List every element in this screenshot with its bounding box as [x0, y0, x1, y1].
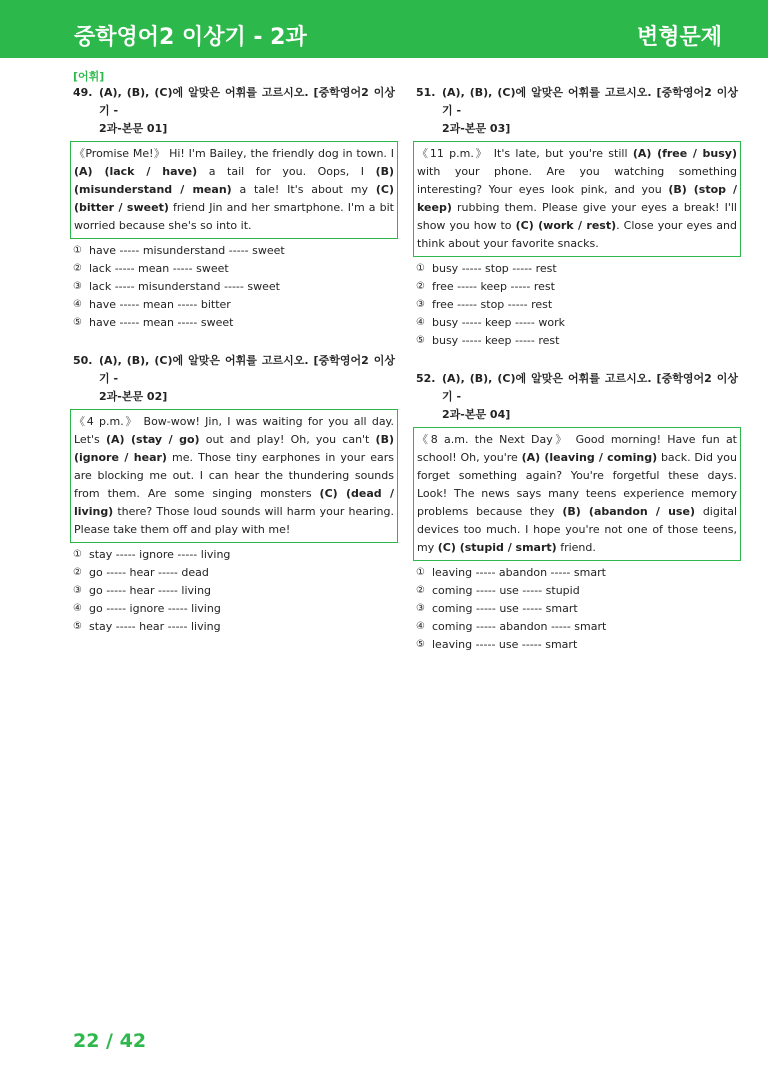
- passage-text: me. Those tiny earphones in your ears are blocking me out. I can hear the thundering sounds from them. Are some singing monsters: [74, 451, 394, 500]
- header-title: 중학영어2 이상기 - 2과: [74, 25, 307, 50]
- choice-text: go ----- hear ----- living: [89, 584, 212, 597]
- answer-choice[interactable]: [416, 600, 738, 618]
- choice-marker: ⑤: [416, 639, 425, 650]
- choice-marker: ③: [416, 299, 425, 310]
- choice-marker: ⑤: [73, 317, 82, 328]
- page-number: 22 / 42: [73, 1030, 147, 1052]
- answer-choice[interactable]: [416, 618, 738, 636]
- question-header: [416, 84, 738, 138]
- answer-choice[interactable]: [416, 636, 738, 654]
- passage-text: 《11 p.m.》 It's late, but you're still: [417, 147, 633, 160]
- question-source-tag: 2과-본문 02]: [99, 390, 168, 403]
- choice-marker: ④: [73, 603, 82, 614]
- passage-text: friend.: [556, 541, 596, 554]
- choice-text: stay ----- ignore ----- living: [89, 548, 231, 561]
- answer-choices: [73, 546, 395, 636]
- choice-text: free ----- stop ----- rest: [432, 298, 553, 311]
- question-51: [416, 84, 738, 350]
- answer-choice[interactable]: [73, 600, 395, 618]
- answer-choice[interactable]: [73, 564, 395, 582]
- choice-marker: ①: [416, 567, 425, 578]
- question-number: 49.: [73, 86, 93, 99]
- passage-text: back. Did you forget something again? You're forgetful these days. Look! The news says many teens experience memory problems because they: [417, 451, 737, 518]
- choice-text: busy ----- stop ----- rest: [432, 262, 557, 275]
- choice-marker: ⑤: [416, 335, 425, 346]
- choice-marker: ⑤: [73, 621, 82, 632]
- passage-box: [413, 427, 741, 561]
- choice-text: stay ----- hear ----- living: [89, 620, 221, 633]
- answer-choice[interactable]: [416, 582, 738, 600]
- question-prompt: (A), (B), (C)에 알맞은 어휘를 고르시오. [중학영어2 이상기 -: [99, 354, 395, 385]
- passage-text: digital devices too much. I hope you're not one of those teens, my: [417, 505, 738, 554]
- passage-text: 《8 a.m. the Next Day》 Good morning! Have fun at school! Oh, you're: [417, 433, 737, 464]
- passage-text: friend Jin and her smartphone. I'm a bit worried because she's so into it.: [74, 201, 394, 232]
- choice-marker: ①: [73, 549, 82, 560]
- passage-box: [413, 141, 741, 257]
- choice-marker: ①: [416, 263, 425, 274]
- choice-text: busy ----- keep ----- rest: [432, 334, 560, 347]
- answer-choice[interactable]: [416, 314, 738, 332]
- vocab-option: (B) (abandon / use): [562, 505, 695, 518]
- choice-marker: ④: [73, 299, 82, 310]
- choice-text: leaving ----- use ----- smart: [432, 638, 578, 651]
- choice-text: lack ----- mean ----- sweet: [89, 262, 229, 275]
- question-source-tag: 2과-본문 03]: [442, 122, 511, 135]
- question-50: [73, 352, 395, 636]
- choice-text: free ----- keep ----- rest: [432, 280, 555, 293]
- question-header: [73, 352, 395, 406]
- choice-text: go ----- ignore ----- living: [89, 602, 221, 615]
- question-source-tag: 2과-본문 04]: [442, 408, 511, 421]
- choice-marker: ④: [416, 621, 425, 632]
- vocab-option: (C) (stupid / smart): [437, 541, 557, 554]
- question-number: 50.: [73, 354, 93, 367]
- passage-text: rubbing them. Please give your eyes a break! I'll show you how to: [417, 201, 737, 232]
- question-source-tag: 2과-본문 01]: [99, 122, 168, 135]
- choice-text: go ----- hear ----- dead: [89, 566, 209, 579]
- choice-text: have ----- misunderstand ----- sweet: [89, 244, 285, 257]
- section-label: [어휘]: [73, 70, 105, 83]
- answer-choice[interactable]: [73, 260, 395, 278]
- question-52: [416, 370, 738, 654]
- vocab-option: (B) (misunderstand / mean): [74, 165, 395, 196]
- question-number: 52.: [416, 372, 436, 385]
- vocab-option: (A) (free / busy): [632, 147, 737, 160]
- answer-choice[interactable]: [416, 564, 738, 582]
- question-prompt: (A), (B), (C)에 알맞은 어휘를 고르시오. [중학영어2 이상기 -: [99, 86, 395, 117]
- choice-text: have ----- mean ----- sweet: [89, 316, 234, 329]
- question-prompt: (A), (B), (C)에 알맞은 어휘를 고르시오. [중학영어2 이상기 -: [442, 372, 738, 403]
- answer-choice[interactable]: [73, 314, 395, 332]
- passage-text: out and play! Oh, you can't: [199, 433, 376, 446]
- choice-text: coming ----- use ----- stupid: [432, 584, 580, 597]
- choice-text: busy ----- keep ----- work: [432, 316, 565, 329]
- answer-choice[interactable]: [73, 296, 395, 314]
- choice-marker: ③: [73, 281, 82, 292]
- passage-text: there? Those loud sounds will harm your hearing. Please take them off and play with me!: [74, 505, 394, 536]
- answer-choice[interactable]: [73, 242, 395, 260]
- choice-marker: ③: [416, 603, 425, 614]
- choice-marker: ②: [73, 567, 82, 578]
- passage-text: with your phone. Are you watching something interesting? Your eyes look pink, and you: [417, 165, 737, 196]
- passage-text: 《4 p.m.》 Bow-wow! Jin, I was waiting for you all day. Let's: [74, 415, 394, 446]
- passage-text: a tail for you. Oops, I: [197, 165, 376, 178]
- answer-choices: [416, 260, 738, 350]
- choice-text: coming ----- use ----- smart: [432, 602, 578, 615]
- vocab-option: (B) (stop / keep): [417, 183, 737, 214]
- left-column: [73, 68, 395, 636]
- question-header: [416, 370, 738, 424]
- vocab-option: (A) (lack / have): [74, 165, 198, 178]
- vocab-option: (C) (bitter / sweet): [74, 183, 394, 214]
- vocab-option: (C) (dead / living): [74, 487, 394, 518]
- passage-box: [70, 409, 398, 543]
- choice-marker: ③: [73, 585, 82, 596]
- vocab-option: (A) (stay / go): [105, 433, 200, 446]
- answer-choice[interactable]: [416, 278, 738, 296]
- answer-choice[interactable]: [416, 296, 738, 314]
- answer-choice[interactable]: [416, 260, 738, 278]
- passage-text: 《Promise Me!》 Hi! I'm Bailey, the friendly dog in town. I: [74, 147, 394, 160]
- vocab-option: (A) (leaving / coming): [521, 451, 658, 464]
- choice-text: have ----- mean ----- bitter: [89, 298, 231, 311]
- choice-text: leaving ----- abandon ----- smart: [432, 566, 606, 579]
- question-prompt: (A), (B), (C)에 알맞은 어휘를 고르시오. [중학영어2 이상기 -: [442, 86, 738, 117]
- choice-marker: ②: [416, 585, 425, 596]
- answer-choice[interactable]: [73, 546, 395, 564]
- passage-text: a tale! It's about my: [231, 183, 376, 196]
- question-header: [73, 84, 395, 138]
- question-49: [73, 84, 395, 332]
- choice-marker: ②: [73, 263, 82, 274]
- page-header: [0, 0, 768, 58]
- choice-text: lack ----- misunderstand ----- sweet: [89, 280, 280, 293]
- choice-text: coming ----- abandon ----- smart: [432, 620, 607, 633]
- answer-choice[interactable]: [73, 618, 395, 636]
- answer-choice[interactable]: [416, 332, 738, 350]
- choice-marker: ②: [416, 281, 425, 292]
- right-column: [416, 68, 738, 654]
- vocab-option: (B) (ignore / hear): [74, 433, 394, 464]
- header-label: 변형문제: [636, 25, 722, 50]
- answer-choices: [416, 564, 738, 654]
- passage-box: [70, 141, 398, 239]
- question-number: 51.: [416, 86, 436, 99]
- vocab-option: (C) (work / rest): [515, 219, 617, 232]
- choice-marker: ④: [416, 317, 425, 328]
- passage-text: . Close your eyes and think about your favorite snacks.: [417, 219, 738, 250]
- answer-choice[interactable]: [73, 582, 395, 600]
- choice-marker: ①: [73, 245, 82, 256]
- answer-choice[interactable]: [73, 278, 395, 296]
- answer-choices: [73, 242, 395, 332]
